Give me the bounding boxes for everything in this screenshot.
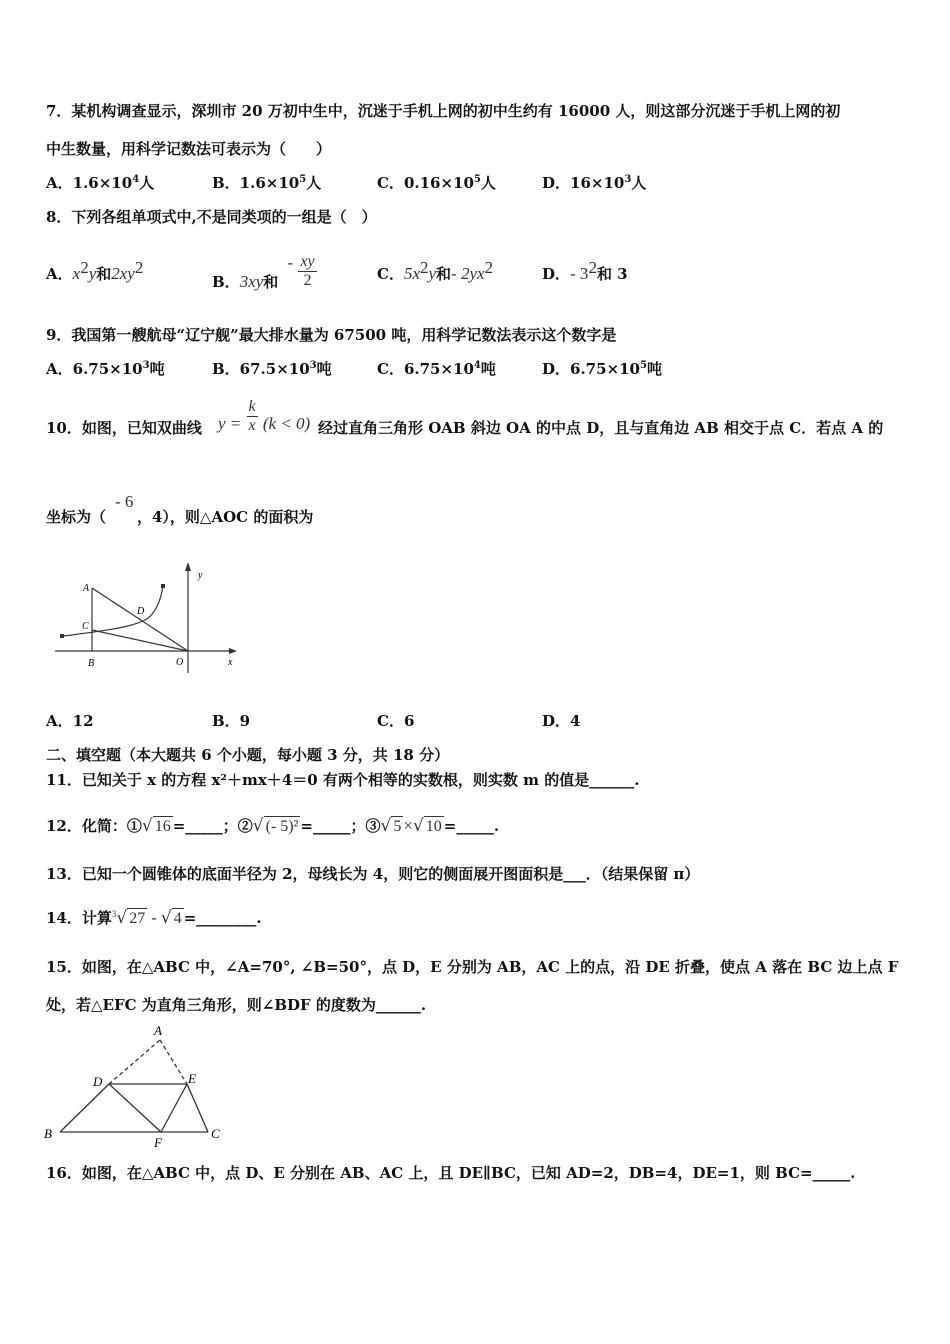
q16-text: 16．如图，在△ABC 中，点 D、E 分别在 AB、AC 上，且 DE∥BC，已知 AD=2，DB=4，DE=1，则 BC=_____. xyxy=(46,1164,856,1182)
q15-line2: 处，若△EFC 为直角三角形，则∠BDF 的度数为______. xyxy=(46,996,427,1014)
q10-option-d: D．4 xyxy=(542,712,581,730)
label-a: A xyxy=(154,1023,162,1038)
label-c: C xyxy=(82,621,89,632)
label-y: y xyxy=(198,570,203,581)
q9-option-b: B．$67.5\times 10^3$吨 xyxy=(212,360,332,378)
q13-text: 13．已知一个圆锥体的底面半径为 2，母线长为 4，则它的侧面展开图面积是___．（结果保留 π） xyxy=(46,865,700,883)
q10-option-b: B．9 xyxy=(212,712,251,730)
q8-option-d: D．- $3^2$和 3 xyxy=(542,258,628,283)
x-axis-arrow xyxy=(229,648,237,654)
q15-line1: 15．如图，在△ABC 中，∠A=70°, ∠B=50°，点 D，E 分别为 AB，AC 上的点，沿 DE 折叠，使点 A 落在 BC 边上点 F xyxy=(46,958,899,976)
label-c: C xyxy=(211,1126,220,1141)
segment-ec xyxy=(187,1084,208,1132)
q12-line: 12．化简：①√ 16 =_____；②√ (- 5)² =_____；③√ 5 ×√ 10 =_____. xyxy=(46,816,500,836)
q9-option-a: A．$6.75\times 10^3$吨 xyxy=(46,360,165,378)
label-d: D xyxy=(137,606,145,617)
y-axis-arrow xyxy=(185,562,191,571)
q8-option-b: B．3xy和 - $\frac{xy}{2}$ xyxy=(212,252,315,291)
segment-bd xyxy=(60,1084,109,1132)
q10-prefix: 10．如图，已知双曲线 xyxy=(46,419,202,437)
q7-line1: 7．某机构调查显示，深圳市 20 万初中生中，沉迷于手机上网的初中生约有 16000 人，则这部分沉迷于手机上网的初 xyxy=(46,102,841,120)
q8-text: 8．下列各组单项式中,不是同类项的一组是（ ） xyxy=(46,208,377,226)
q9-option-d: D．$6.75\times 10^5$吨 xyxy=(542,360,662,378)
segment-co xyxy=(92,630,188,651)
label-d: D xyxy=(93,1074,103,1089)
q10-suffix: 经过直角三角形 OAB 斜边 OA 的中点 D，且与直角边 AB 相交于点 C．若点 A 的 xyxy=(318,419,884,437)
label-x: x xyxy=(228,657,233,668)
segment-ao xyxy=(92,588,188,651)
q7-line2: 中生数量，用科学记数法可表示为（ ） xyxy=(46,140,332,158)
q9-option-c: C．$6.75\times 10^4$吨 xyxy=(377,360,496,378)
q8-option-c: C．$5x^2y$和- $2yx^2$ xyxy=(377,258,494,283)
label-f: F xyxy=(154,1135,162,1150)
q10-coord-suffix: ，4），则△AOC 的面积为 xyxy=(137,508,314,526)
q10-coord-x: - 6 xyxy=(115,492,134,511)
hyperbola-curve xyxy=(63,586,163,636)
segment-da-dashed xyxy=(109,1040,160,1084)
q7-option-c: C．$0.16\times 10^5$人 xyxy=(377,174,496,192)
q7-option-a: A．$1.6\times 10^4$人 xyxy=(46,174,155,192)
curve-end-right xyxy=(161,584,165,588)
q10-hyperbola-formula: y = $\frac{k}{x}$ (k < 0) xyxy=(218,398,311,434)
segment-ef xyxy=(161,1084,187,1132)
label-o: O xyxy=(176,657,184,668)
q7-option-b: B．$1.6\times 10^5$人 xyxy=(212,174,322,192)
label-b: B xyxy=(88,658,95,669)
label-e: E xyxy=(188,1071,196,1086)
q15-figure xyxy=(40,1020,240,1150)
q10-option-c: C．6 xyxy=(377,712,415,730)
q8-option-a: A．$x^2y$和$2xy^2$ xyxy=(46,258,144,283)
segment-ae-dashed xyxy=(160,1040,187,1084)
curve-end-left xyxy=(60,634,64,638)
q14-line: 14．计算$^3$√ 27 - √ 4 =________. xyxy=(46,908,262,928)
q10-coord-prefix: 坐标为（ xyxy=(46,508,107,526)
section2-title: 二、填空题（本大题共 6 个小题，每小题 3 分，共 18 分） xyxy=(46,746,450,764)
label-b: B xyxy=(44,1126,52,1141)
q10-option-a: A．12 xyxy=(46,712,94,730)
label-a: A xyxy=(83,583,90,594)
q7-option-d: D．$16\times 10^3$人 xyxy=(542,174,647,192)
q11-text: 11．已知关于 x 的方程 x²＋mx＋4＝0 有两个相等的实数根，则实数 m 的值是______. xyxy=(46,771,640,789)
q9-text: 9．我国第一艘航母“辽宁舰”最大排水量为 67500 吨，用科学记数法表示这个数字是 xyxy=(46,326,617,344)
segment-df xyxy=(109,1084,161,1132)
q10-figure xyxy=(55,558,245,673)
